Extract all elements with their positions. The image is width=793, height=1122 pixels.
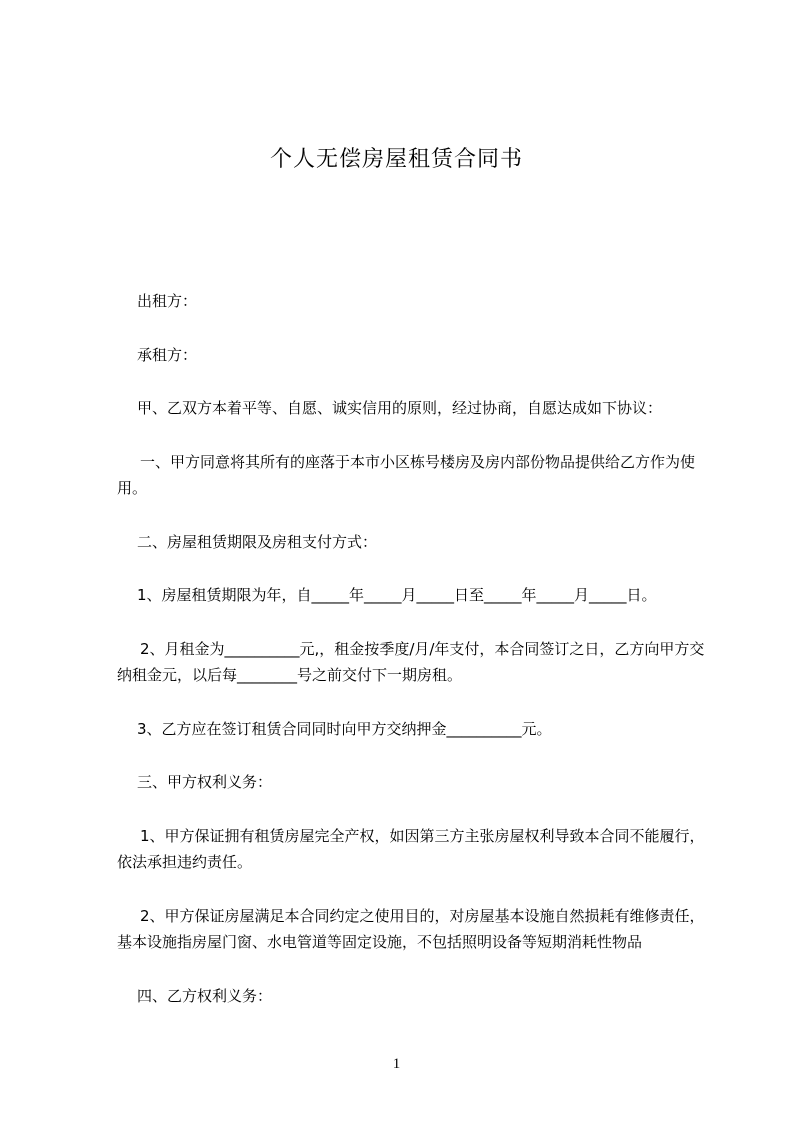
lessee-line: 承租方： xyxy=(137,345,198,364)
document-title: 个人无偿房屋租赁合同书 xyxy=(269,147,523,172)
clause-3-2: 2、甲方保证房屋满足本合同约定之使用目的，对房屋基本设施自然损耗有维修责任，基本设施指房屋门窗、水电管道等固定设施，不包括照明设备等短期消耗性物品 xyxy=(117,906,705,951)
clause-2-3: 3、乙方应在签订租赁合同同时向甲方交纳押金__________元。 xyxy=(137,719,552,738)
clause-2-1: 1、房屋租赁期限为年，自_____年_____月_____日至_____年_____月_____日。 xyxy=(137,586,657,604)
lessor-line: 出租方： xyxy=(137,292,198,310)
section-2-heading: 二、房屋租赁期限及房租支付方式： xyxy=(137,532,378,551)
preamble-paragraph: 甲、乙双方本着平等、自愿、诚实信用的原则，经过协商，自愿达成如下协议： xyxy=(137,399,663,417)
page-number: 1 xyxy=(392,1056,401,1072)
section-3-heading: 三、甲方权利义务： xyxy=(137,773,273,791)
clause-2-2: 2、月租金为__________元,，租金按季度/月/年支付，本合同签订之日，乙方向甲方交纳租金元，以后每________号之前交付下一期房租。 xyxy=(117,639,705,684)
document-body xyxy=(117,288,717,1036)
section-4-heading: 四、乙方权利义务： xyxy=(137,986,273,1005)
clause-3-1: 1、甲方保证拥有租赁房屋完全产权，如因第三方主张房屋权利导致本合同不能履行，依法承担违约责任。 xyxy=(117,826,705,871)
clause-1: 一、甲方同意将其所有的座落于本市小区栋号楼房及房内部份物品提供给乙方作为使用。 xyxy=(117,452,696,497)
